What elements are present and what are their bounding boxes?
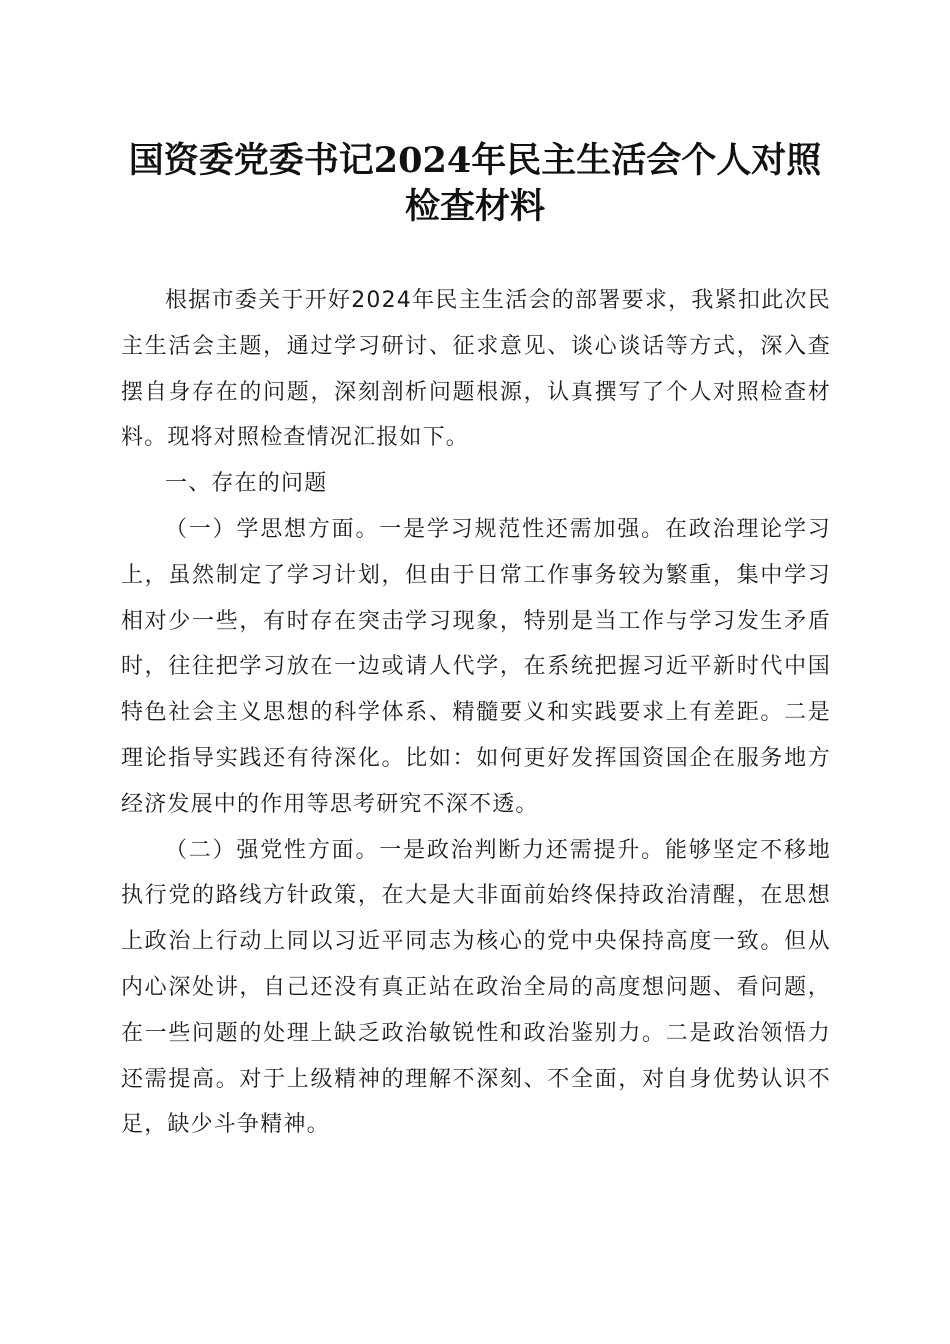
document-title-line-1: 国资委党委书记2024年民主生活会个人对照 <box>128 140 822 181</box>
document-body <box>121 278 831 1148</box>
section-heading-problems: 一、存在的问题 <box>165 471 328 497</box>
intro-paragraph: 根据市委关于开好2024年民主生活会的部署要求，我紧扣此次民主生活会主题，通过学习研讨、征求意见、谈心谈话等方式，深入查摆自身存在的问题，深刻剖析问题根源，认真撰写了个人对照检查材料。现将对照检查情况汇报如下。 <box>121 288 831 451</box>
subsection-party-paragraph <box>121 828 831 1149</box>
subsection-party-body: 一是政治判断力还需提升。能够坚定不移地执行党的路线方针政策，在大是大非面前始终保持政治清醒，在思想上政治上行动上同以习近平同志为核心的党中央保持高度一致。但从内心深处讲，自己还没有真正站在政治全局的高度想问题、看问题，在一些问题的处理上缺乏政治敏锐性和政治鉴别力。二是政治领悟力还需提高。对于上级精神的理解不深刻、不全面，对自身优势认识不足，缺少斗争精神。 <box>121 837 831 1138</box>
subsection-study-heading: （一）学思想方面。 <box>165 516 380 542</box>
document-title-line-2: 检查材料 <box>404 186 545 227</box>
subsection-study-body: 一是学习规范性还需加强。在政治理论学习上，虽然制定了学习计划，但由于日常工作事务较为繁重，集中学习相对少一些，有时存在突击学习现象，特别是当工作与学习发生矛盾时，往往把学习放在一边或请人代学，在系统把握习近平新时代中国特色社会主义思想的科学体系、精髓要义和实践要求上有差距。二是理论指导实践还有待深化。比如：如何更好发挥国资国企在服务地方经济发展中的作用等思考研究不深不透。 <box>121 516 831 817</box>
document-title <box>100 138 850 230</box>
subsection-party-heading: （二）强党性方面。 <box>165 837 380 863</box>
subsection-study-paragraph <box>121 507 831 828</box>
